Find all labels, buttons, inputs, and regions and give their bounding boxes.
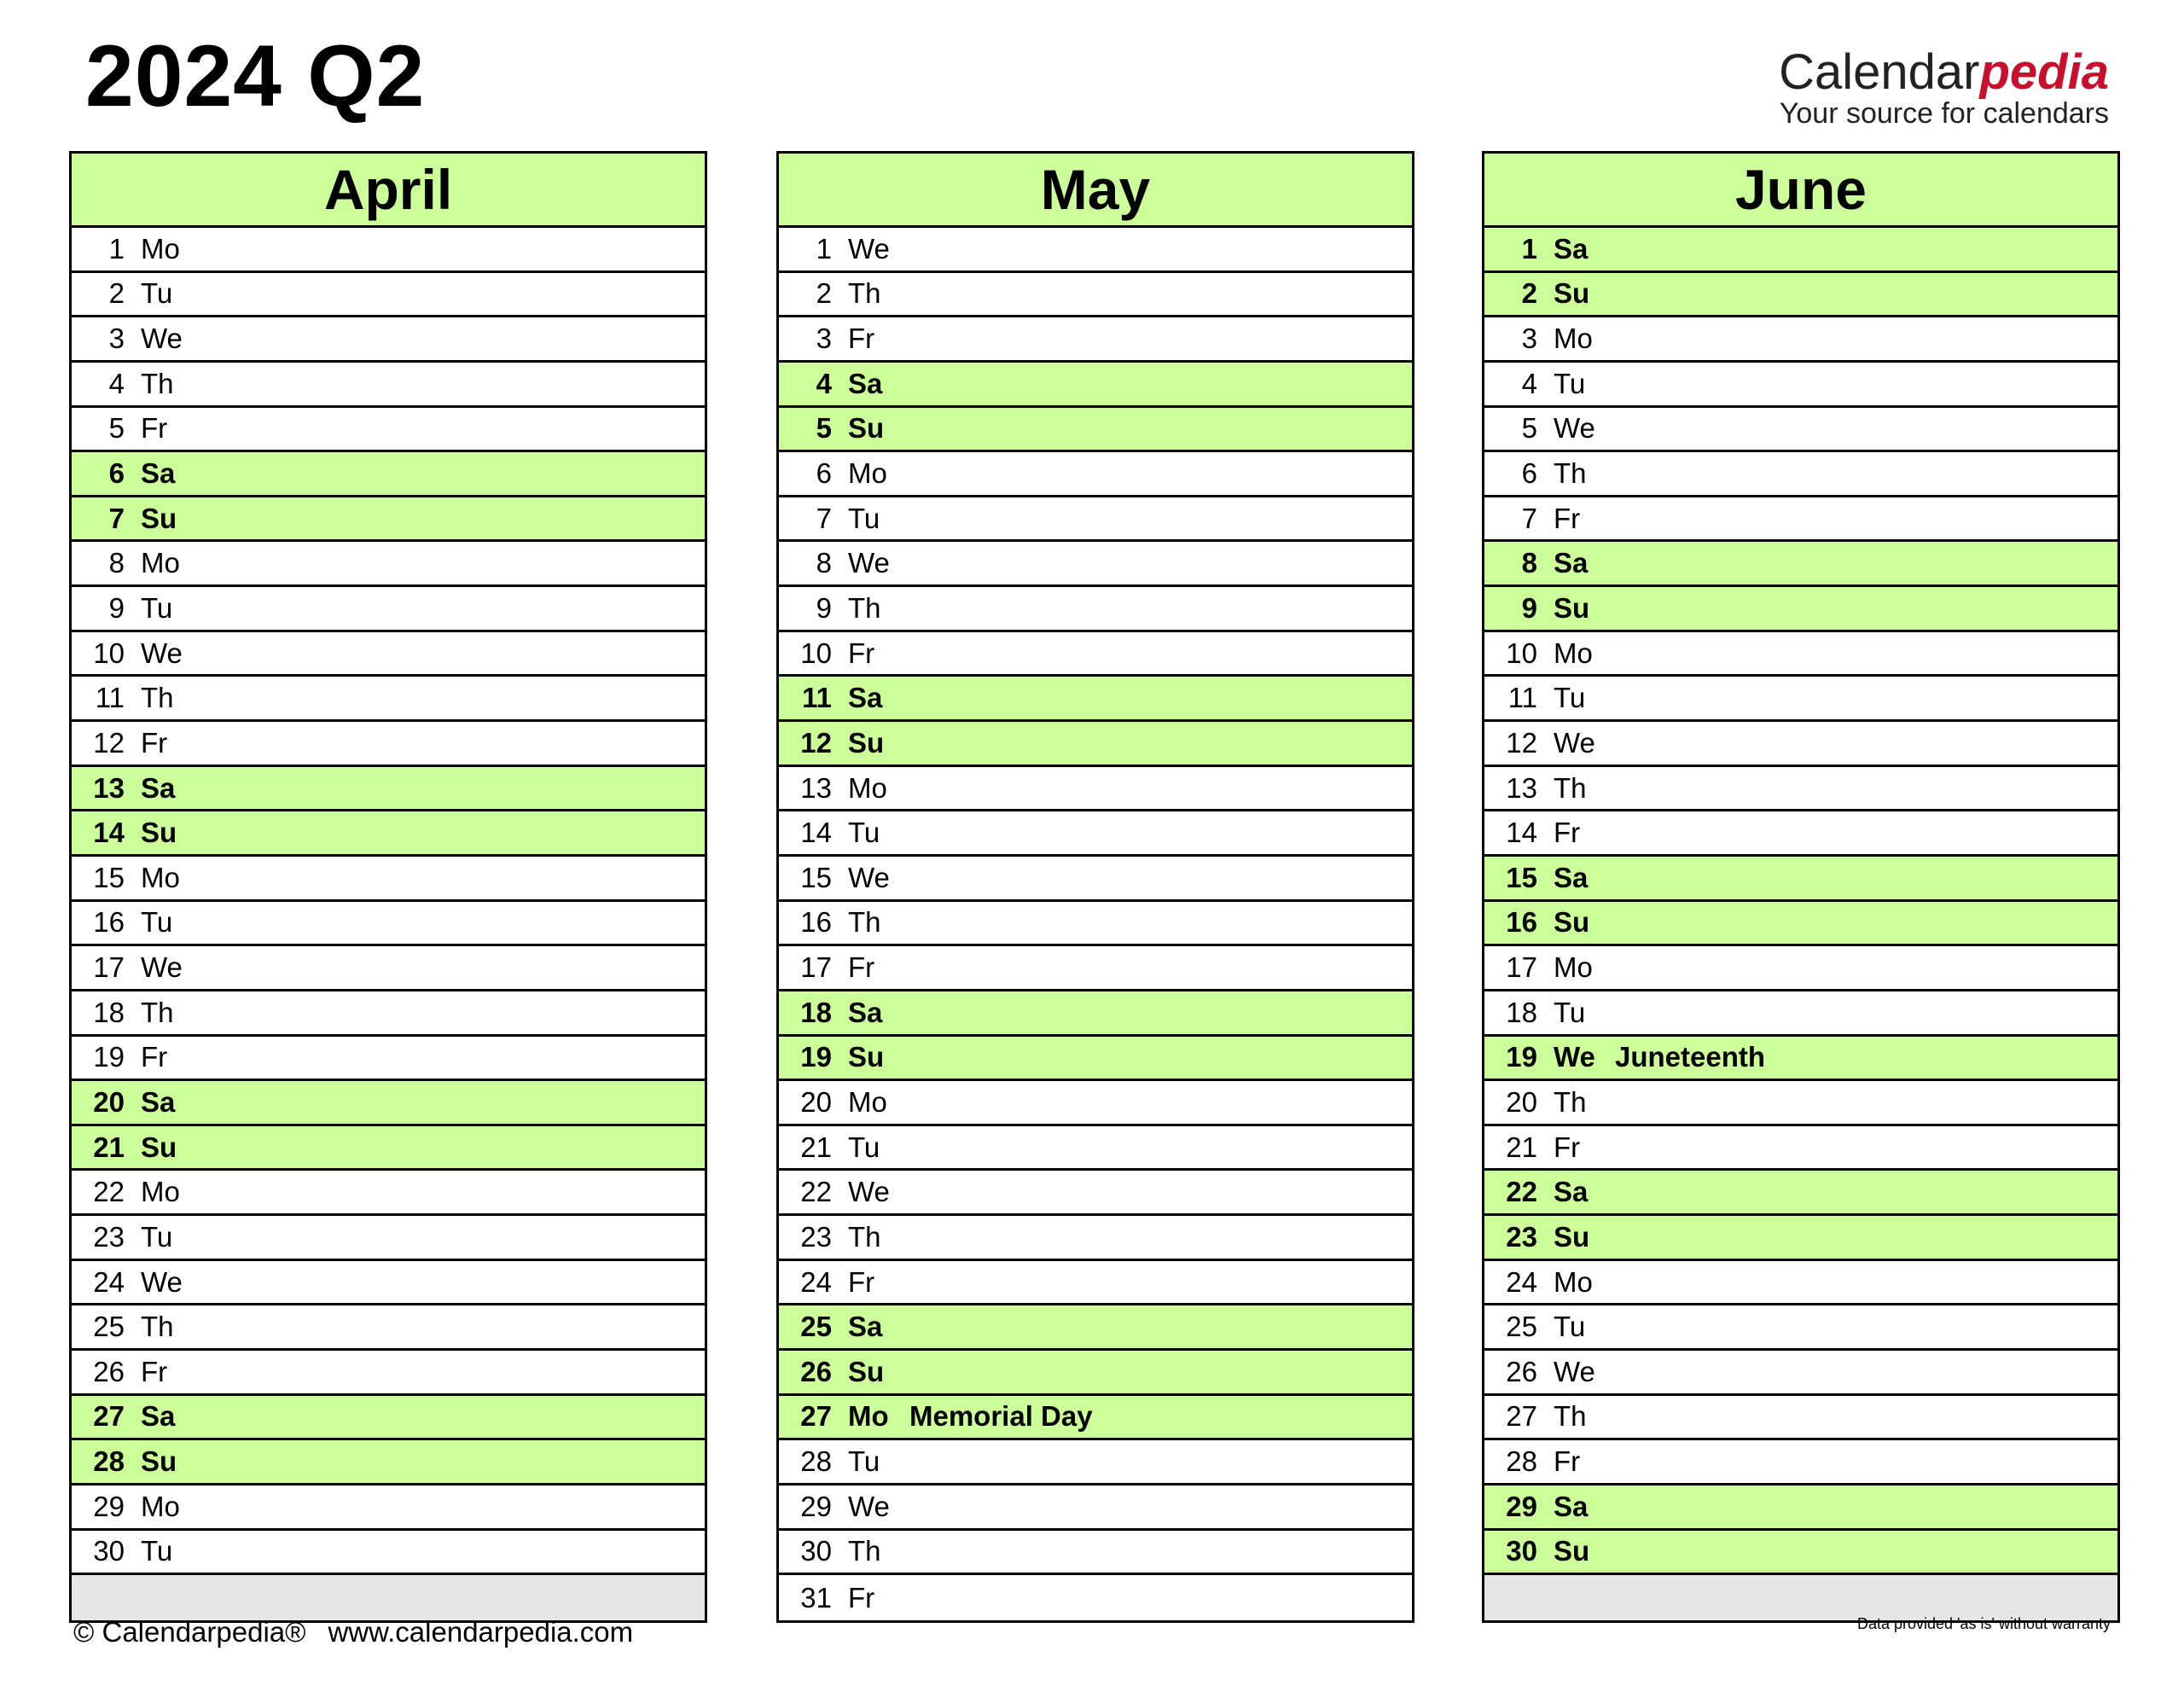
day-row (1484, 1351, 2117, 1396)
holiday-row (779, 1396, 1412, 1441)
weekday-label: Tu (141, 1220, 173, 1253)
weekday-label: Fr (848, 951, 875, 984)
empty-row (72, 1575, 705, 1620)
day-row (1484, 722, 2117, 767)
month-header: April (72, 154, 705, 228)
day-number: 4 (108, 367, 125, 399)
day-number: 3 (1521, 323, 1537, 355)
day-number: 31 (800, 1581, 832, 1614)
day-row (1484, 1171, 2117, 1216)
weekday-label: Su (1554, 906, 1590, 939)
day-row (72, 317, 705, 363)
day-row (72, 946, 705, 991)
brand-name (1779, 44, 2109, 100)
day-number: 20 (800, 1085, 832, 1118)
weekday-label: Mo (141, 1176, 180, 1208)
weekday-label: Th (141, 682, 174, 714)
day-number: 19 (800, 1041, 832, 1073)
day-row (1484, 542, 2117, 587)
brand-logo (1779, 44, 2109, 131)
weekday-label: Th (848, 1535, 881, 1567)
weekday-label: Fr (848, 1581, 875, 1614)
day-number: 14 (800, 817, 832, 849)
weekday-label: We (141, 1265, 183, 1298)
day-number: 13 (800, 771, 832, 804)
weekday-label: Mo (1554, 637, 1593, 669)
day-number: 26 (1506, 1355, 1537, 1387)
weekday-label: Mo (141, 232, 180, 265)
day-row (779, 991, 1412, 1037)
weekday-label: Su (141, 1445, 177, 1478)
day-number: 8 (816, 547, 832, 579)
day-row (779, 1305, 1412, 1351)
weekday-label: We (1554, 412, 1595, 445)
day-number: 25 (93, 1311, 125, 1343)
day-number: 1 (816, 232, 832, 265)
day-row (72, 1261, 705, 1306)
day-number: 29 (93, 1490, 125, 1522)
day-row (72, 632, 705, 677)
day-number: 21 (1506, 1131, 1537, 1163)
weekday-label: Fr (848, 323, 875, 355)
brand-name-main: Calendar (1779, 44, 1980, 100)
day-number: 5 (816, 412, 832, 445)
weekday-label: Sa (848, 1311, 883, 1343)
weekday-label: Mo (848, 1085, 887, 1118)
day-row (1484, 1216, 2117, 1261)
day-number: 20 (93, 1085, 125, 1118)
weekday-label: Sa (141, 457, 176, 490)
day-number: 2 (816, 277, 832, 310)
day-row (72, 1037, 705, 1082)
weekday-label: Th (848, 277, 881, 310)
weekday-label: Sa (141, 1085, 176, 1118)
weekday-label: We (141, 951, 183, 984)
brand-tagline: Your source for calendars (1779, 97, 2109, 130)
weekday-label: Th (141, 367, 174, 399)
day-row (72, 408, 705, 453)
holiday-row (1484, 1037, 2117, 1082)
day-number: 18 (800, 996, 832, 1028)
day-number: 6 (1521, 457, 1537, 490)
day-number: 30 (1506, 1535, 1537, 1567)
weekday-label: Su (848, 412, 885, 445)
day-number: 1 (1521, 232, 1537, 265)
day-row (1484, 1440, 2117, 1486)
day-number: 12 (800, 726, 832, 759)
day-list (1484, 228, 2117, 1620)
day-row (1484, 946, 2117, 991)
weekday-label: Sa (141, 771, 176, 804)
weekday-label: Fr (1554, 1131, 1581, 1163)
day-number: 12 (1506, 726, 1537, 759)
weekday-label: We (1554, 1041, 1595, 1073)
day-number: 12 (93, 726, 125, 759)
day-row (72, 542, 705, 587)
day-row (72, 587, 705, 632)
day-row (1484, 902, 2117, 947)
day-row (72, 902, 705, 947)
day-row (1484, 587, 2117, 632)
day-row (779, 1440, 1412, 1486)
day-row (1484, 1305, 2117, 1351)
day-number: 24 (93, 1265, 125, 1298)
weekday-label: Th (141, 996, 174, 1028)
weekday-label: Su (848, 1355, 885, 1387)
day-number: 5 (108, 412, 125, 445)
weekday-label: Su (1554, 277, 1590, 310)
day-row (779, 1575, 1412, 1620)
weekday-label: Fr (1554, 1445, 1581, 1478)
day-number: 15 (1506, 861, 1537, 893)
brand-name-accent: pedia (1979, 44, 2109, 100)
weekday-label: Mo (1554, 323, 1593, 355)
weekday-label: Sa (1554, 1176, 1589, 1208)
day-row (779, 1037, 1412, 1082)
day-number: 30 (93, 1535, 125, 1567)
day-row (1484, 857, 2117, 902)
weekday-label: Fr (1554, 817, 1581, 849)
day-number: 9 (108, 591, 125, 624)
day-number: 3 (108, 323, 125, 355)
month-header: May (779, 154, 1412, 228)
day-row (1484, 363, 2117, 408)
day-row (72, 677, 705, 722)
day-number: 26 (93, 1355, 125, 1387)
month-header: June (1484, 154, 2117, 228)
day-row (72, 497, 705, 543)
day-list (779, 228, 1412, 1620)
day-row (72, 1305, 705, 1351)
day-row (779, 1531, 1412, 1576)
day-row (779, 1126, 1412, 1172)
empty-row (1484, 1575, 2117, 1620)
day-row (779, 452, 1412, 497)
weekday-label: Mo (1554, 951, 1593, 984)
day-row (1484, 1396, 2117, 1441)
weekday-label: Fr (141, 726, 168, 759)
day-row (1484, 1486, 2117, 1531)
day-number: 2 (1521, 277, 1537, 310)
day-row (72, 228, 705, 273)
weekday-label: Su (848, 1041, 885, 1073)
day-row (779, 767, 1412, 812)
weekday-label: Tu (848, 1445, 880, 1478)
day-number: 28 (93, 1445, 125, 1478)
day-number: 26 (800, 1355, 832, 1387)
day-number: 4 (816, 367, 832, 399)
day-list (72, 228, 705, 1620)
weekday-label: Th (1554, 1400, 1587, 1433)
day-number: 11 (802, 682, 832, 714)
day-number: 17 (1506, 951, 1537, 984)
weekday-label: We (848, 1176, 890, 1208)
weekday-label: Tu (1554, 1311, 1586, 1343)
day-row (779, 946, 1412, 991)
day-number: 7 (1521, 502, 1537, 534)
weekday-label: Fr (141, 1041, 168, 1073)
day-number: 21 (93, 1131, 125, 1163)
day-number: 23 (93, 1220, 125, 1253)
weekday-label: Mo (848, 1400, 889, 1433)
day-number: 10 (1506, 637, 1537, 669)
day-number: 2 (108, 277, 125, 310)
day-row (779, 273, 1412, 318)
weekday-label: Th (848, 591, 881, 624)
day-number: 28 (800, 1445, 832, 1478)
weekday-label: Sa (848, 682, 883, 714)
day-number: 9 (1521, 591, 1537, 624)
disclaimer-text: Data provided 'as is' without warranty (1856, 1615, 2111, 1632)
month-april (69, 151, 707, 1623)
day-row (1484, 1081, 2117, 1126)
day-row (1484, 497, 2117, 543)
day-row (779, 408, 1412, 453)
day-row (72, 1171, 705, 1216)
day-number: 27 (800, 1400, 832, 1433)
day-row (1484, 1261, 2117, 1306)
weekday-label: Su (1554, 591, 1590, 624)
day-number: 29 (1506, 1490, 1537, 1522)
day-row (72, 363, 705, 408)
day-number: 24 (1506, 1265, 1537, 1298)
day-row (779, 902, 1412, 947)
weekday-label: Mo (1554, 1265, 1593, 1298)
day-row (72, 1081, 705, 1126)
weekday-label: Th (1554, 1085, 1587, 1118)
weekday-label: Sa (1554, 232, 1589, 265)
weekday-label: Mo (848, 457, 887, 490)
day-number: 28 (1506, 1445, 1537, 1478)
weekday-label: Fr (141, 1355, 168, 1387)
day-row (1484, 228, 2117, 273)
day-number: 4 (1521, 367, 1537, 399)
day-number: 17 (93, 951, 125, 984)
day-row (1484, 452, 2117, 497)
day-row (779, 1351, 1412, 1396)
weekday-label: Tu (141, 591, 173, 624)
weekday-label: Sa (141, 1400, 176, 1433)
day-row (1484, 408, 2117, 453)
day-number: 21 (800, 1131, 832, 1163)
weekday-label: Tu (1554, 996, 1586, 1028)
weekday-label: Mo (848, 771, 887, 804)
weekday-label: Tu (141, 906, 173, 939)
weekday-label: Fr (848, 637, 875, 669)
day-row (779, 1486, 1412, 1531)
day-number: 15 (800, 861, 832, 893)
day-number: 14 (1506, 817, 1537, 849)
page-title: 2024 Q2 (85, 27, 426, 125)
day-number: 16 (93, 906, 125, 939)
weekday-label: Su (1554, 1535, 1590, 1567)
weekday-label: Su (141, 817, 177, 849)
day-row (779, 1216, 1412, 1261)
weekday-label: We (141, 323, 183, 355)
weekday-label: We (1554, 1355, 1595, 1387)
day-number: 15 (93, 861, 125, 893)
day-row (72, 811, 705, 857)
weekday-label: Sa (1554, 861, 1589, 893)
day-number: 14 (93, 817, 125, 849)
weekday-label: Tu (141, 1535, 173, 1567)
day-number: 25 (1506, 1311, 1537, 1343)
weekday-label: Su (141, 502, 177, 534)
day-row (1484, 811, 2117, 857)
day-row (779, 1081, 1412, 1126)
day-number: 17 (800, 951, 832, 984)
month-june (1482, 151, 2120, 1623)
day-number: 10 (800, 637, 832, 669)
day-number: 24 (800, 1265, 832, 1298)
day-row (779, 811, 1412, 857)
day-row (1484, 317, 2117, 363)
day-row (779, 497, 1412, 543)
day-row (72, 857, 705, 902)
day-row (779, 542, 1412, 587)
holiday-name: Juneteenth (1615, 1041, 1766, 1073)
day-row (72, 722, 705, 767)
day-number: 29 (800, 1490, 832, 1522)
weekday-label: Su (141, 1131, 177, 1163)
weekday-label: We (848, 547, 890, 579)
holiday-name: Memorial Day (909, 1400, 1093, 1433)
day-row (779, 857, 1412, 902)
day-number: 16 (800, 906, 832, 939)
weekday-label: Sa (848, 996, 883, 1028)
day-row (1484, 677, 2117, 722)
day-number: 20 (1506, 1085, 1537, 1118)
day-row (779, 587, 1412, 632)
weekday-label: Mo (141, 1490, 180, 1522)
weekday-label: We (848, 861, 890, 893)
day-number: 22 (93, 1176, 125, 1208)
day-number: 18 (1506, 996, 1537, 1028)
weekday-label: Sa (1554, 1490, 1589, 1522)
weekday-label: Th (1554, 457, 1587, 490)
day-row (72, 1126, 705, 1172)
weekday-label: Th (1554, 771, 1587, 804)
footer-left (73, 1616, 633, 1648)
weekday-label: Mo (141, 547, 180, 579)
day-row (779, 632, 1412, 677)
day-row (779, 317, 1412, 363)
weekday-label: Fr (848, 1265, 875, 1298)
day-number: 27 (93, 1400, 125, 1433)
day-number: 7 (108, 502, 125, 534)
day-row (1484, 991, 2117, 1037)
day-row (72, 767, 705, 812)
day-number: 7 (816, 502, 832, 534)
weekday-label: Fr (1554, 502, 1581, 534)
day-row (72, 1396, 705, 1441)
day-number: 6 (816, 457, 832, 490)
weekday-label: Th (848, 906, 881, 939)
weekday-label: We (1554, 726, 1595, 759)
day-number: 8 (108, 547, 125, 579)
day-row (779, 1171, 1412, 1216)
day-row (1484, 767, 2117, 812)
weekday-label: Sa (848, 367, 883, 399)
weekday-label: We (848, 1490, 890, 1522)
day-row (779, 722, 1412, 767)
weekday-label: Su (1554, 1220, 1590, 1253)
day-row (779, 363, 1412, 408)
day-number: 27 (1506, 1400, 1537, 1433)
day-row (72, 1440, 705, 1486)
day-number: 18 (93, 996, 125, 1028)
day-number: 22 (1506, 1176, 1537, 1208)
weekday-label: Su (848, 726, 885, 759)
weekday-label: Fr (141, 412, 168, 445)
weekday-label: Tu (1554, 367, 1586, 399)
day-number: 16 (1506, 906, 1537, 939)
weekday-label: Tu (848, 502, 880, 534)
day-number: 11 (95, 682, 125, 714)
day-row (72, 273, 705, 318)
weekday-label: Tu (141, 277, 173, 310)
day-number: 11 (1507, 682, 1537, 714)
day-row (72, 991, 705, 1037)
weekday-label: Tu (848, 1131, 880, 1163)
day-row (1484, 273, 2117, 318)
weekday-label: We (848, 232, 890, 265)
copyright-text: © Calendarpedia® (73, 1616, 306, 1648)
day-number: 13 (93, 771, 125, 804)
day-number: 13 (1506, 771, 1537, 804)
day-row (72, 1216, 705, 1261)
day-number: 19 (1506, 1041, 1537, 1073)
day-row (72, 452, 705, 497)
day-number: 5 (1521, 412, 1537, 445)
weekday-label: We (141, 637, 183, 669)
day-number: 22 (800, 1176, 832, 1208)
month-may (776, 151, 1414, 1623)
day-number: 19 (93, 1041, 125, 1073)
day-row (779, 1261, 1412, 1306)
day-row (72, 1531, 705, 1576)
weekday-label: Th (848, 1220, 881, 1253)
weekday-label: Mo (141, 861, 180, 893)
day-number: 6 (108, 457, 125, 490)
day-row (72, 1351, 705, 1396)
day-number: 8 (1521, 547, 1537, 579)
website-link[interactable]: www.calendarpedia.com (328, 1616, 634, 1648)
weekday-label: Tu (848, 817, 880, 849)
day-number: 25 (800, 1311, 832, 1343)
day-number: 23 (1506, 1220, 1537, 1253)
day-number: 30 (800, 1535, 832, 1567)
day-row (779, 228, 1412, 273)
day-number: 10 (93, 637, 125, 669)
day-number: 9 (816, 591, 832, 624)
day-row (1484, 1531, 2117, 1576)
day-row (72, 1486, 705, 1531)
day-number: 3 (816, 323, 832, 355)
day-row (1484, 632, 2117, 677)
weekday-label: Sa (1554, 547, 1589, 579)
day-number: 1 (108, 232, 125, 265)
day-row (1484, 1126, 2117, 1172)
weekday-label: Tu (1554, 682, 1586, 714)
weekday-label: Th (141, 1311, 174, 1343)
day-number: 23 (800, 1220, 832, 1253)
day-row (779, 677, 1412, 722)
